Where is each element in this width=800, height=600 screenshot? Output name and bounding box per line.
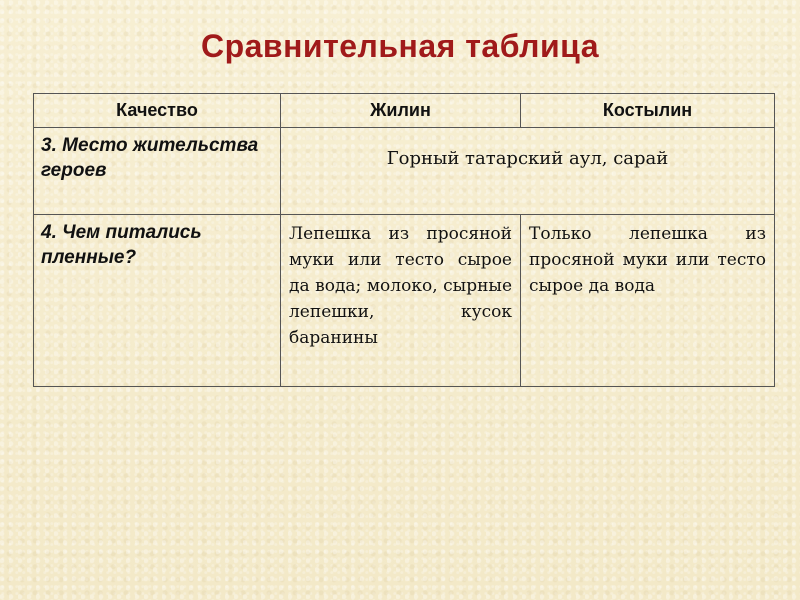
kostylin-food-value: Только лепешка из просяной муки или тесто сырое да вода [521, 215, 775, 387]
table-row [34, 128, 775, 215]
column-header-kostylin: Костылин [521, 94, 775, 128]
residence-value: Горный татарский аул, сарай [281, 128, 775, 215]
zhilin-food-value: Лепешка из просяной муки или тесто сырое да вода; молоко, сырные лепешки, кусок баранины [281, 215, 521, 387]
page-title: Сравнительная таблица [200, 28, 600, 64]
comparison-table [33, 93, 775, 387]
row-label-food: 4. Чем питались пленные? [34, 215, 281, 387]
row-label-residence: 3. Место жительства героев [34, 128, 281, 215]
table-header-row [34, 94, 775, 128]
column-header-zhilin: Жилин [281, 94, 521, 128]
column-header-quality: Качество [34, 94, 281, 128]
table-row [34, 215, 775, 387]
